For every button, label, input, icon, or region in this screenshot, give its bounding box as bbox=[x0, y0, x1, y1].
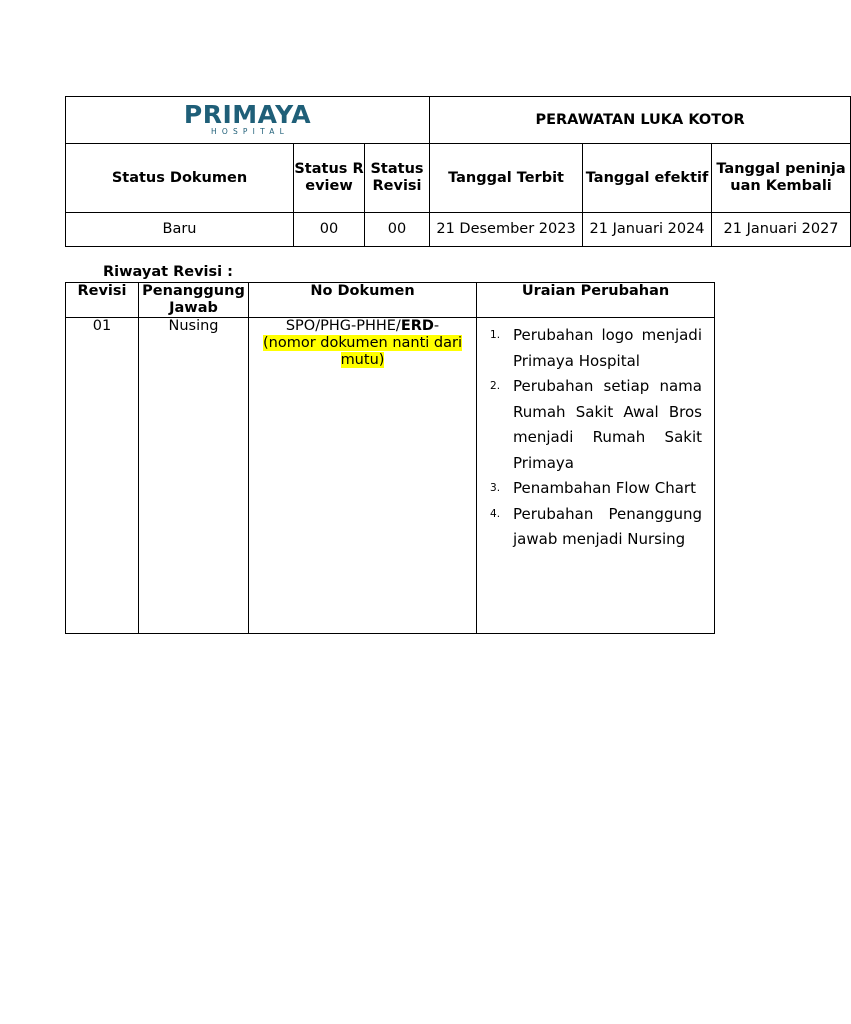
col-penanggung-jawab: Penanggung Jawab bbox=[139, 283, 249, 318]
no-dokumen-code: ERD bbox=[400, 318, 434, 334]
document-header-table bbox=[65, 96, 851, 247]
value-status-dokumen: Baru bbox=[66, 213, 294, 247]
penanggung-jawab-value: Nusing bbox=[139, 318, 249, 634]
riwayat-revisi-title: Riwayat Revisi : bbox=[103, 264, 233, 280]
changes-list bbox=[477, 323, 714, 553]
document-title: PERAWATAN LUKA KOTOR bbox=[430, 97, 851, 144]
value-tanggal-peninjauan: 21 Januari 2027 bbox=[712, 213, 851, 247]
revisi-number: 01 bbox=[66, 318, 139, 634]
list-item: Perubahan logo menjadi Primaya Hospital bbox=[513, 326, 702, 370]
list-item: Perubahan Penanggung jawab menjadi Nursing bbox=[513, 504, 702, 548]
value-tanggal-terbit: 21 Desember 2023 bbox=[430, 213, 583, 247]
no-dokumen-value bbox=[249, 318, 477, 634]
logo-cell bbox=[66, 97, 430, 144]
header-tanggal-peninjauan: Tanggal peninjauan Kembali bbox=[712, 144, 851, 213]
logo-subtitle: HOSPITAL bbox=[211, 127, 289, 136]
header-status-dokumen: Status Dokumen bbox=[66, 144, 294, 213]
header-status-revisi: Status Revisi bbox=[365, 144, 430, 213]
revision-history-table bbox=[65, 282, 715, 634]
list-item: Perubahan setiap nama Rumah Sakit Awal Bros menjadi Rumah Sakit Primaya bbox=[513, 377, 702, 472]
no-dokumen-note: (nomor dokumen nanti dari mutu) bbox=[262, 335, 462, 368]
col-revisi: Revisi bbox=[66, 283, 139, 318]
value-status-revisi: 00 bbox=[365, 213, 430, 247]
value-status-review: 00 bbox=[294, 213, 365, 247]
header-status-review: Status Review bbox=[294, 144, 365, 213]
header-tanggal-efektif: Tanggal efektif bbox=[583, 144, 712, 213]
uraian-perubahan-value bbox=[477, 318, 715, 634]
list-item: Penambahan Flow Chart bbox=[513, 479, 696, 497]
no-dokumen-prefix: SPO/PHG-PHHE/ bbox=[285, 318, 401, 334]
col-uraian-perubahan: Uraian Perubahan bbox=[477, 283, 715, 318]
col-no-dokumen: No Dokumen bbox=[249, 283, 477, 318]
value-tanggal-efektif: 21 Januari 2024 bbox=[583, 213, 712, 247]
header-tanggal-terbit: Tanggal Terbit bbox=[430, 144, 583, 213]
no-dokumen-dash: - bbox=[433, 318, 440, 334]
primaya-logo: PRIMAYA bbox=[183, 100, 312, 129]
table-row bbox=[66, 318, 715, 634]
